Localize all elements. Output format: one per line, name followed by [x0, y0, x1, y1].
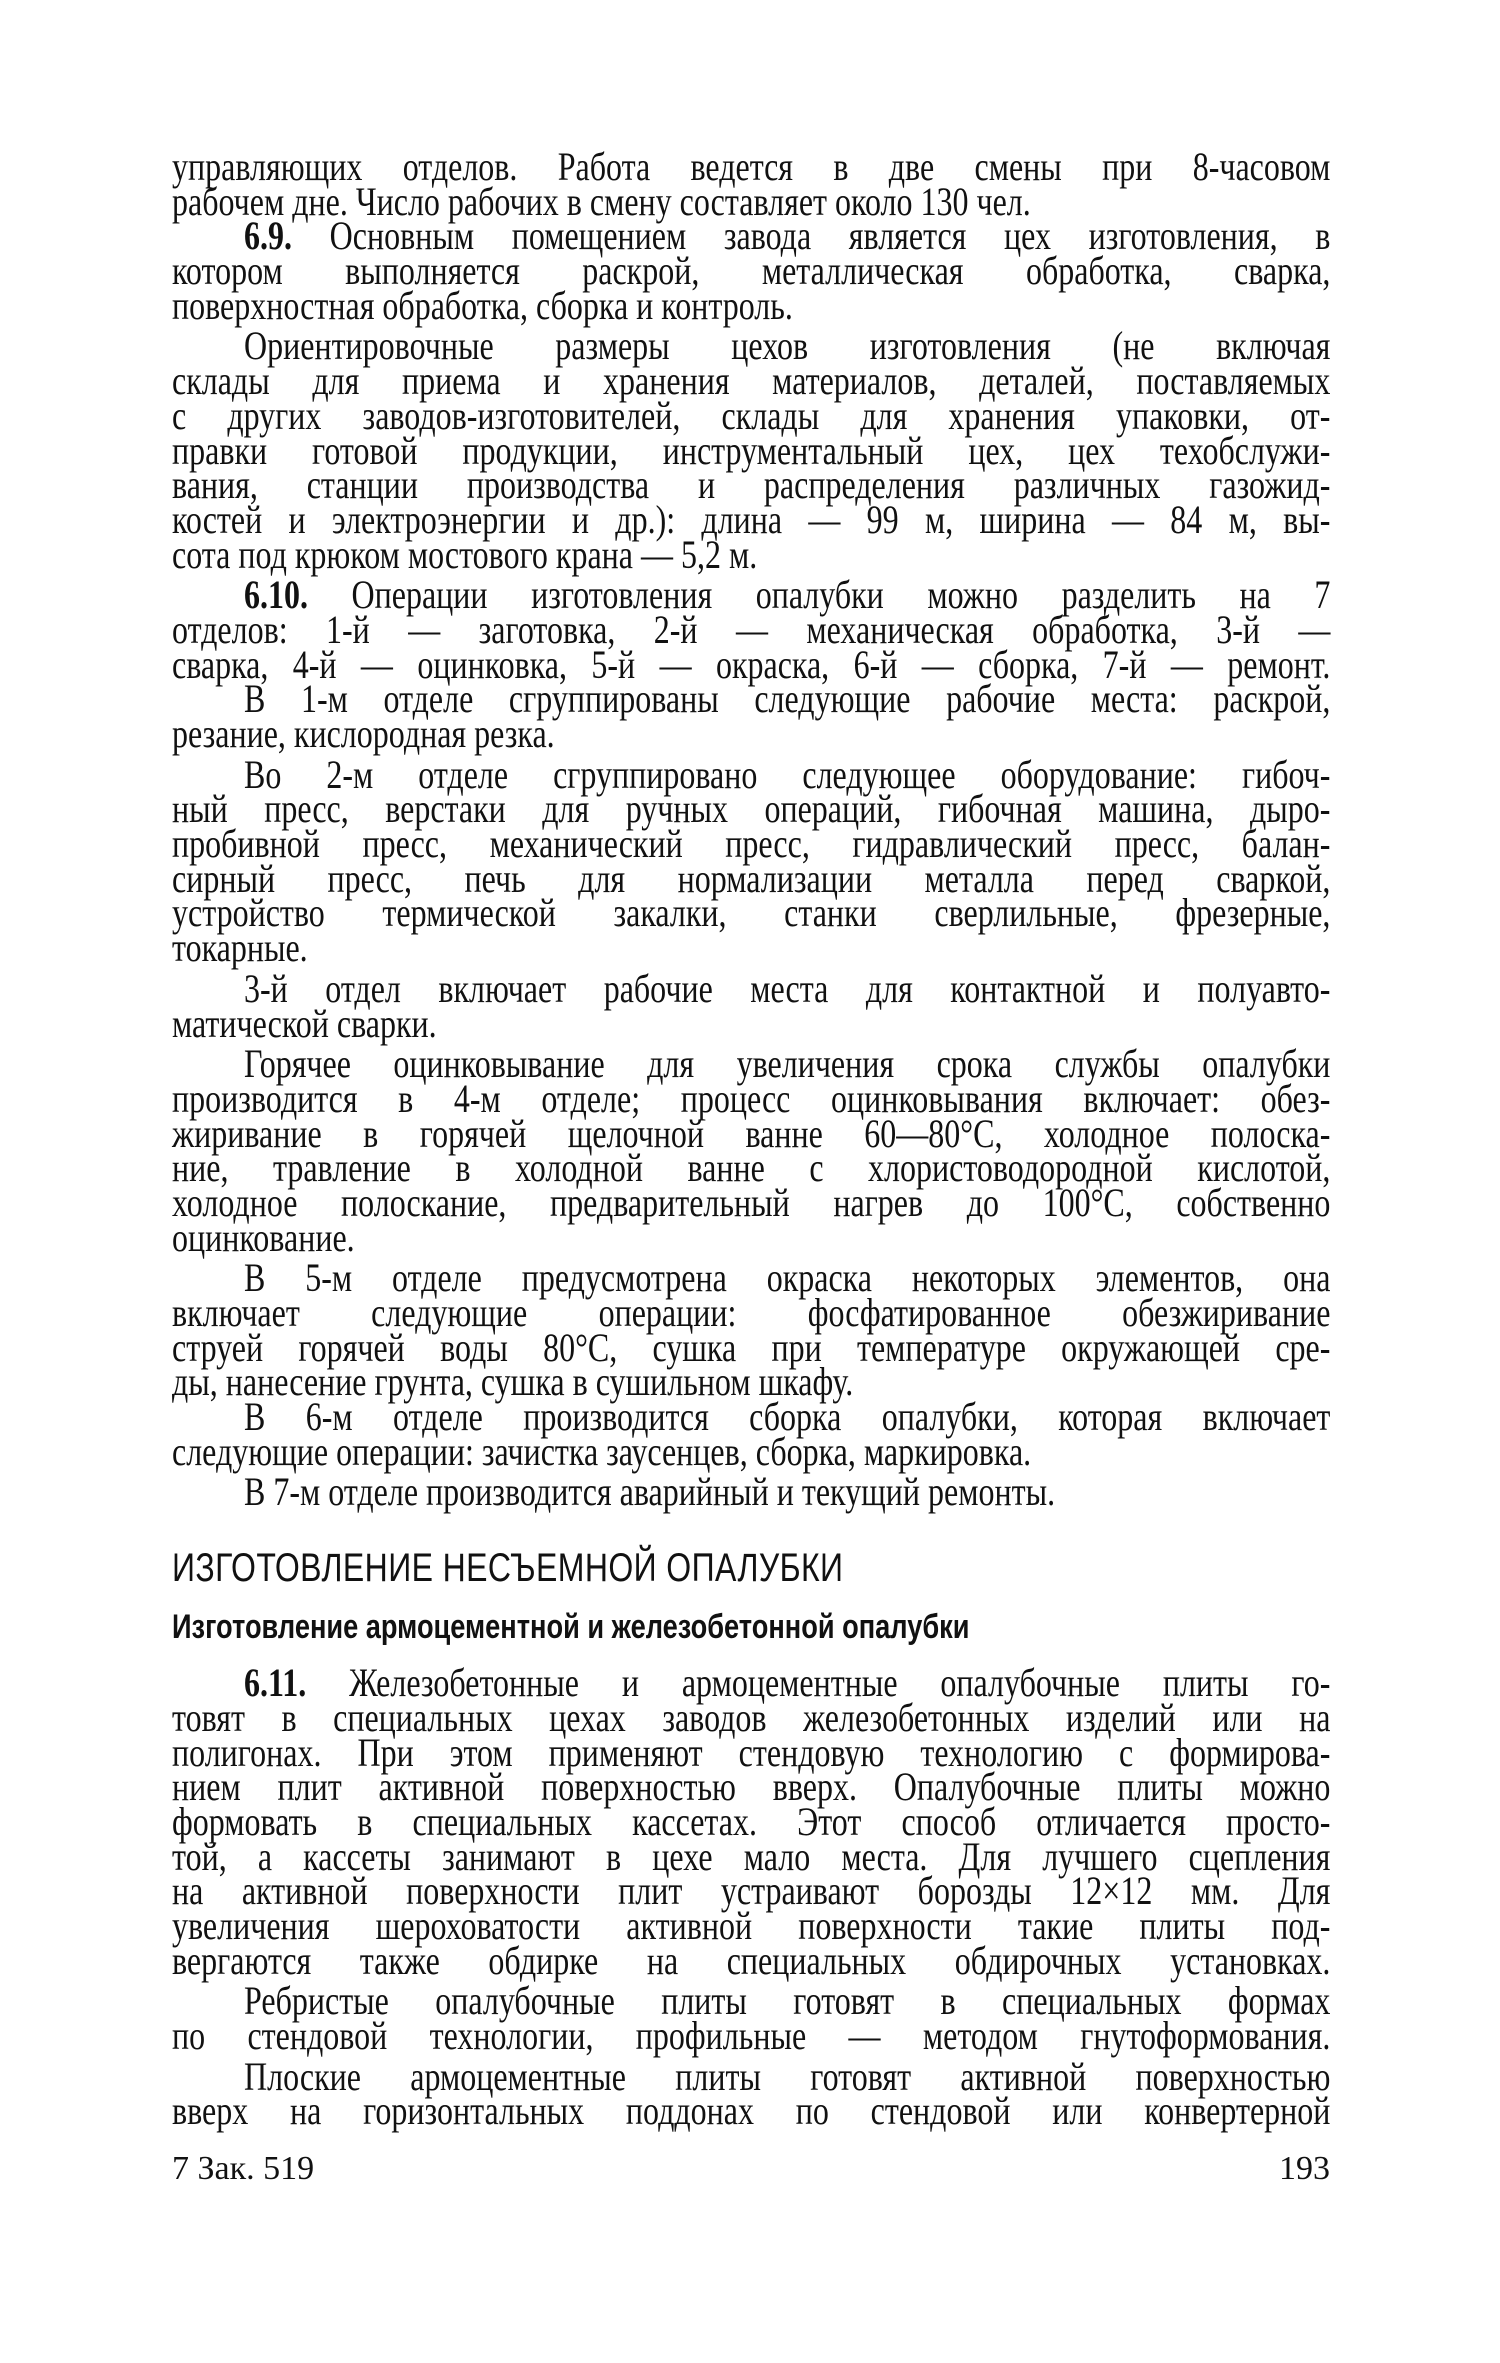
text-line: костей и электроэнергии и др.): длина — 99 м, ширина — 84 м, вы- [172, 496, 1331, 542]
paragraph [172, 144, 1331, 224]
section-heading: ИЗГОТОВЛЕНИЕ НЕСЪЕМНОЙ ОПАЛУБКИ [172, 1546, 844, 1591]
text-line: сварка, 4-й — оцинковка, 5-й — окраска, 6-й — сборка, 7-й — ремонт. [172, 641, 1331, 687]
line-text: Железобетонные и армоцементные опалубочные плиты го- [306, 1660, 1331, 1706]
subsection-heading: Изготовление армоцементной и железобетонной опалубки [172, 1608, 970, 1647]
text-line: струей горячей воды 80°С, сушка при температуре окружающей сре- [172, 1324, 1331, 1370]
text-line: ние, травление в холодной ванне с хлористоводородной кислотой, [172, 1145, 1331, 1191]
text-line: В 1-м отделе сгруппированы следующие рабочие места: раскрой, [244, 676, 1331, 722]
clause-number: 6.11. [244, 1660, 307, 1706]
paragraph [172, 965, 1331, 1046]
paragraph [172, 1660, 1331, 1983]
text-line: производится в 4-м отделе; процесс оцинковывания включает: обез- [172, 1075, 1331, 1121]
text-line: Во 2-м отделе сгруппировано следующее оборудование: гибоч- [244, 751, 1331, 797]
text-line: следующие операции: зачистка заусенцев, сборка, маркировка. [172, 1428, 1032, 1474]
text-line: на активной поверхности плит устраивают борозды 12×12 мм. Для [172, 1868, 1331, 1914]
text-line: устройство термической закалки, станки сверлильные, фрезерные, [172, 890, 1331, 936]
printer-signature: 7 Зак. 519 [172, 2150, 315, 2187]
paragraph [172, 676, 1331, 756]
text-line: ный пресс, верстаки для ручных операций, гибочная машина, дыро- [172, 786, 1331, 832]
text-line: токарные. [172, 925, 308, 971]
text-line: В 5-м отделе предусмотрена окраска некоторых элементов, она [244, 1255, 1331, 1301]
page-number: 193 [1279, 2150, 1330, 2187]
text-line: В 7-м отделе производится аварийный и текущий ремонты. [244, 1469, 1056, 1515]
paragraph [172, 1469, 1330, 1515]
line-text: Основным помещением завода является цех изготовления, в [292, 213, 1331, 259]
text-line: рабочем дне. Число рабочих в смену составляет около 130 чел. [172, 178, 1031, 224]
text-line: правки готовой продукции, инструментальный цех, цех техобслужи- [172, 427, 1331, 473]
text-line: управляющих отделов. Работа ведется в две смены при 8-часовом [172, 144, 1331, 189]
paragraph [172, 2053, 1331, 2134]
text-line: ды, нанесение грунта, сушка в сушильном шкафу. [172, 1359, 854, 1405]
text-line: котором выполняется раскрой, металлическая обработка, сварка, [172, 248, 1331, 294]
clause-number: 6.9. [244, 213, 292, 259]
text-line: жиривание в горячей щелочной ванне 60—80°С, холодное полоска- [172, 1110, 1331, 1156]
text-line: В 6-м отделе производится сборка опалубки, которая включает [244, 1394, 1331, 1440]
paragraph [172, 1978, 1331, 2058]
text-line: вания, станции производства и распределения различных газожид- [172, 462, 1331, 508]
text-line: холодное полоскание, предварительный нагрев до 100°С, собственно [172, 1179, 1331, 1225]
text-line: Ориентировочные размеры цехов изготовления (не включая [244, 323, 1331, 369]
paragraph [172, 213, 1331, 328]
text-line: полигонах. При этом применяют стендовую технологию с формирова- [172, 1729, 1331, 1775]
text-line: увеличения шероховатости активной поверхности такие плиты под- [172, 1902, 1331, 1948]
line-text: Операции изготовления опалубки можно разделить на 7 [308, 572, 1331, 618]
paragraph [172, 323, 1331, 577]
text-line: по стендовой технологии, профильные — методом гнутоформования. [172, 2013, 1331, 2058]
text-line: резание, кислородная резка. [172, 711, 555, 756]
text-line: формовать в специальных кассетах. Этот способ отличается просто- [172, 1798, 1331, 1844]
text-line: сирный пресс, печь для нормализации металла перед сваркой, [172, 855, 1331, 901]
text-line: пробивной пресс, механический пресс, гидравлический пресс, балан- [172, 821, 1331, 867]
text-line: нием плит активной поверхностью вверх. Опалубочные плиты можно [172, 1764, 1331, 1810]
text-line: 3-й отдел включает рабочие места для контактной и полуавто- [244, 965, 1331, 1011]
text-line: вергаются также обдирке на специальных обдирочных установках. [172, 1937, 1331, 1983]
text-line: склады для приема и хранения материалов, деталей, поставляемых [172, 358, 1331, 404]
text-line: Ребристые опалубочные плиты готовят в специальных формах [244, 1978, 1331, 2024]
text-line: отделов: 1-й — заготовка, 2-й — механическая обработка, 3-й — [172, 606, 1331, 652]
text-line: Плоские армоцементные плиты готовят активной поверхностью [244, 2053, 1331, 2099]
text-line: поверхностная обработка, сборка и контроль. [172, 282, 793, 328]
page-body [172, 144, 1331, 2134]
text-line: матической сварки. [172, 1000, 437, 1046]
paragraph [172, 572, 1331, 687]
text-line: товят в специальных цехах заводов железобетонных изделий или на [172, 1694, 1331, 1740]
text-line: включает следующие операции: фосфатированное обезжиривание [172, 1290, 1331, 1335]
text-line: с других заводов-изготовителей, склады для хранения упаковки, от- [172, 392, 1331, 438]
text-line: Горячее оцинковывание для увеличения срока службы опалубки [244, 1041, 1331, 1087]
text-line: той, а кассеты занимают в цехе мало места. Для лучшего сцепления [172, 1833, 1331, 1879]
paragraph [172, 751, 1331, 971]
paragraph [172, 1394, 1331, 1474]
text-line: вверх на горизонтальных поддонах по стендовой или конвертерной [172, 2088, 1331, 2134]
clause-number: 6.10. [244, 572, 308, 618]
text-line: сота под крюком мостового крана — 5,2 м. [172, 531, 758, 577]
paragraph [172, 1255, 1331, 1405]
page-footer [172, 2150, 1330, 2188]
text-line: оцинкование. [172, 1214, 355, 1260]
paragraph [172, 1041, 1331, 1260]
